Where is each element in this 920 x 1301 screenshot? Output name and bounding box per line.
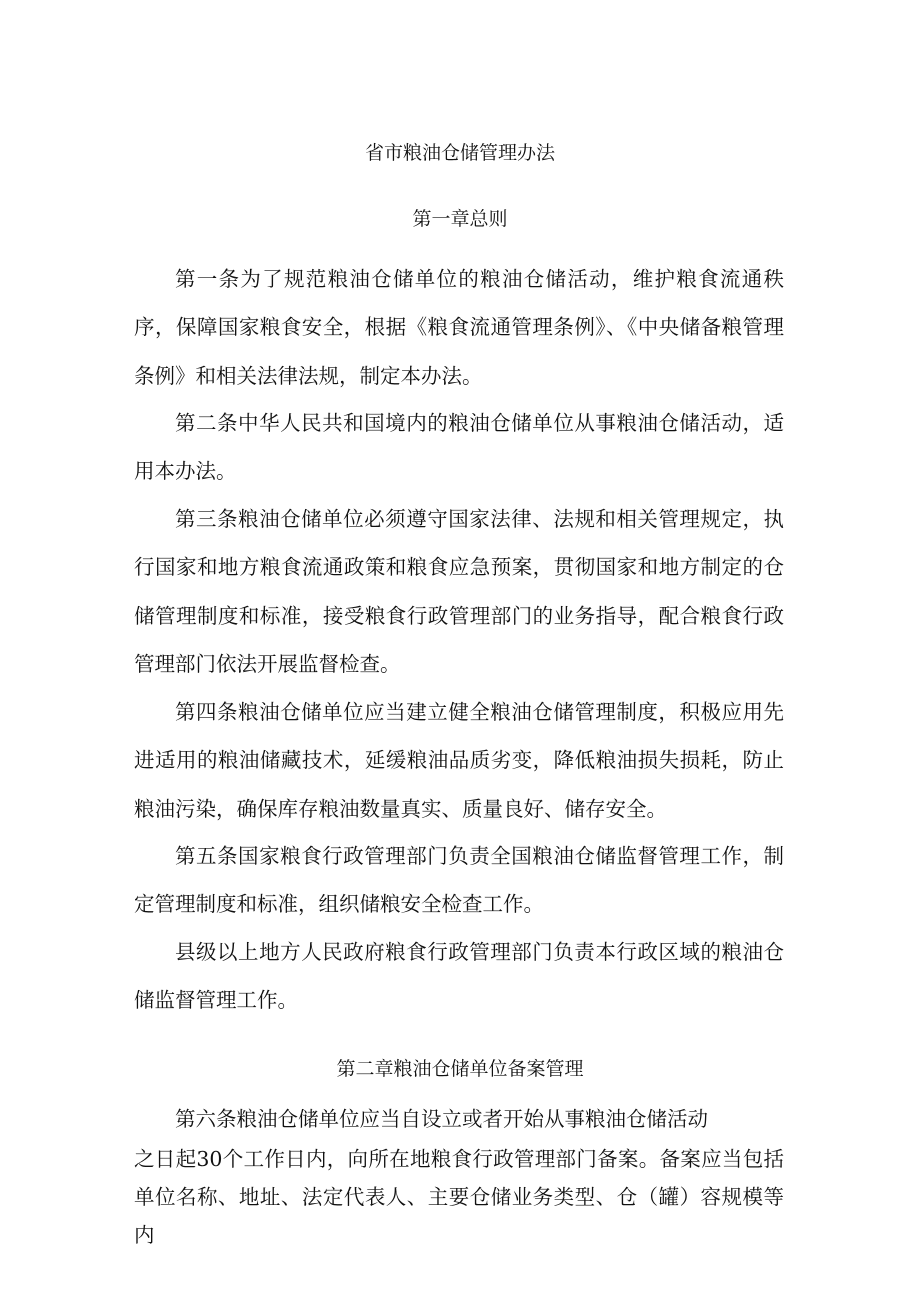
article-paragraph: 第一条为了规范粮油仓储单位的粮油仓储活动，维护粮食流通秩序，保障国家粮食安全，根据《粮食流通管理条例》、《中央储备粮管理条例》和相关法律法规，制定本办法。 (134, 267, 784, 388)
document-title: 省市粮油仓储管理办法 (364, 142, 555, 164)
chapter-heading: 第一章总则 (412, 208, 508, 230)
article-paragraph: 第四条粮油仓储单位应当建立健全粮油仓储管理制度，积极应用先进适用的粮油储藏技术，延缓粮油品质劣变，降低粮油损失损耗，防止粮油污染，确保库存粮油数量真实、质量良好、储存安全。 (134, 700, 784, 821)
article-paragraph: 第五条国家粮食行政管理部门负责全国粮油仓储监督管理工作，制定管理制度和标准，组织储粮安全检查工作。 (134, 844, 784, 917)
article-paragraph: 县级以上地方人民政府粮食行政管理部门负责本行政区域的粮油仓储监督管理工作。 (134, 940, 784, 1013)
article-paragraph: 第六条粮油仓储单位应当自设立或者开始从事粮油仓储活动 (175, 1107, 708, 1131)
article-paragraph: 第二条中华人民共和国境内的粮油仓储单位从事粮油仓储活动，适用本办法。 (134, 411, 784, 484)
chapter-heading: 第二章粮油仓储单位备案管理 (336, 1058, 584, 1080)
article-paragraph: 第三条粮油仓储单位必须遵守国家法律、法规和相关管理规定，执行国家和地方粮食流通政策和粮食应急预案，贯彻国家和地方制定的仓储管理制度和标准，接受粮食行政管理部门的业务指导，配合粮食行政管理部门依法开展监督检查。 (134, 507, 784, 676)
article-paragraph-continuation: 之日起30个工作日内，向所在地粮食行政管理部门备案。备案应当包括单位名称、地址、法定代表人、主要仓储业务类型、仓（罐）容规模等内 (134, 1147, 784, 1247)
